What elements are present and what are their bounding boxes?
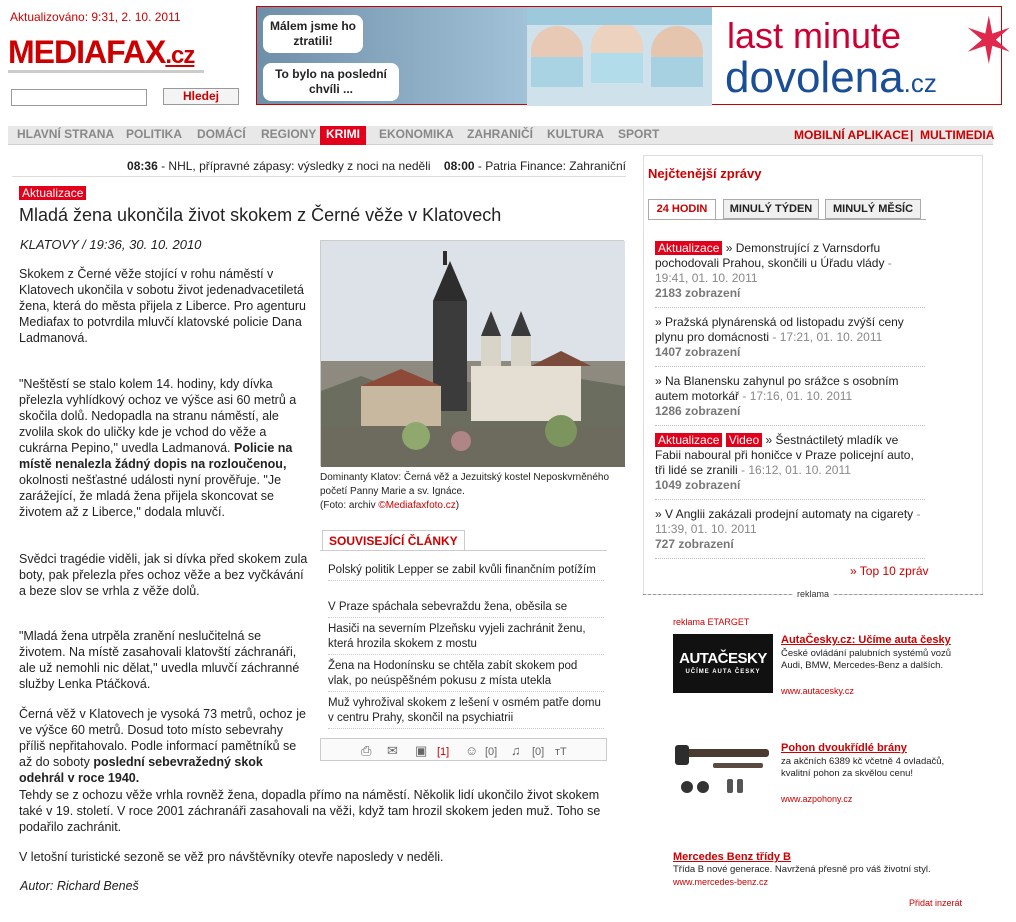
- ticker-time-2: 08:00: [443, 159, 475, 173]
- star-icon: ✶: [962, 5, 1016, 77]
- banner-bubble-1: Málem jsme ho ztratili!: [263, 15, 363, 53]
- news-title[interactable]: » V Anglii zakázali prodejní automaty na cigarety: [655, 507, 914, 521]
- most-read-item[interactable]: [655, 315, 925, 367]
- news-title[interactable]: » Na Blanensku zahynul po srážce s osobním autem motorkář: [655, 374, 899, 403]
- p5-bold: poslední sebevražedný skok odehrál v roce 1940.: [19, 755, 263, 785]
- news-time: - 16:12, 01. 10. 2011: [737, 463, 851, 477]
- banner-title-1: last minute: [727, 15, 902, 56]
- search-button[interactable]: Hledej: [163, 88, 239, 105]
- article-paragraph-4: "Mladá žena utrpěla zranění neslučitelná se životem. Na místě zasahovali klatovští záchranáři, ale už nemohli nic dělat," uvedla mluvčí záchranné služby Lenka Ptáčková.: [19, 629, 300, 691]
- update-badge: Aktualizace: [19, 186, 86, 200]
- news-time: - 19:41, 01. 10. 2011: [655, 256, 892, 285]
- news-time: - 17:16, 01. 10. 2011: [739, 389, 853, 403]
- related-item[interactable]: Hasiči na severním Plzeňsku vyjeli zachránit ženu, která hrozila skokem z mostu: [328, 622, 604, 655]
- p5-text-a: Černá věž v Klatovech je vysoká 73 metrů, ochoz je ve výšce 60 metrů. Dosud toto místo sebevrahy příliš nepřitahovalo. Podle informací pamětníků se až do soboty: [19, 707, 306, 769]
- last-updated: Aktualizováno: 9:31, 2. 10. 2011: [10, 10, 181, 24]
- tab-minuly-tyden[interactable]: MINULÝ TÝDEN: [723, 199, 819, 219]
- comment-count[interactable]: [0]: [485, 746, 498, 758]
- camera-icon[interactable]: ▣: [415, 743, 428, 758]
- article-paragraph-3: Svědci tragédie viděli, jak si dívka před skokem zula boty, pak přelezla přes ochoz věže a bez vyčkávání a beze slov se vrhla z věže dolů.: [19, 552, 308, 598]
- nav-item-kultura[interactable]: KULTURA: [547, 127, 605, 141]
- autacesky-logo[interactable]: [673, 634, 773, 693]
- top10-link[interactable]: » Top 10 zpráv: [850, 564, 929, 578]
- article-title: Mladá žena ukončila život skokem z Černé věže v Klatovech: [19, 205, 502, 225]
- nav-item-regiony[interactable]: REGIONY: [261, 127, 317, 141]
- banner-title-2: [725, 53, 937, 103]
- mobile-apps-link[interactable]: MOBILNÍ APLIKACE: [794, 128, 909, 142]
- news-views: 2183 zobrazení: [655, 286, 741, 300]
- ticker-text-2[interactable]: - Patria Finance: Zahraniční: [474, 159, 626, 173]
- article-paragraph-7: V letošní turistické sezoně se věž pro návštěvníky otevře naposledy v neděli.: [19, 850, 444, 864]
- ticker-text-1[interactable]: - NHL, přípravné zápasy: výsledky z noci na neděli: [157, 159, 431, 173]
- logo-tld: .cz: [165, 42, 195, 69]
- article-dateline: KLATOVY / 19:36, 30. 10. 2010: [20, 237, 202, 252]
- news-views: 1407 zobrazení: [655, 345, 741, 359]
- video-badge: Video: [726, 433, 762, 447]
- ad1-title[interactable]: AutaČesky.cz: Učíme auta česky: [781, 634, 951, 646]
- related-articles-tab[interactable]: SOUVISEJÍCÍ ČLÁNKY: [322, 530, 465, 551]
- gate-drive-image[interactable]: [673, 741, 773, 800]
- nav-item-sport[interactable]: SPORT: [618, 127, 660, 141]
- ad1-logo-text: AUTAČESKY: [679, 650, 767, 667]
- main-nav: [8, 126, 993, 145]
- nav-item-hlavni-strana[interactable]: HLAVNÍ STRANA: [17, 127, 115, 141]
- news-title[interactable]: » Demonstrující z Varnsdorfu pochodovali Prahou, skončili u Úřadu vlády: [655, 241, 885, 270]
- ad1-logo-sub: UČÍME AUTA ČESKY: [685, 669, 761, 675]
- photo-caption: [320, 471, 620, 513]
- most-read-item[interactable]: [655, 374, 925, 426]
- photo-count[interactable]: [1]: [437, 746, 450, 758]
- p2-bold: Policie na místě nenalezla žádný dopis na rozloučenou,: [19, 441, 293, 471]
- audio-count[interactable]: [0]: [532, 746, 545, 758]
- search-input[interactable]: [11, 89, 147, 106]
- ad-separator: [643, 589, 983, 599]
- related-item[interactable]: Muž vyhrožival skokem z lešení v osmém patře domu v centru Prahy, skončil na psychiatrii: [328, 696, 604, 729]
- banner-title-2-tld: .cz: [903, 68, 937, 98]
- news-title[interactable]: » Pražská plynárenská od listopadu zvýší ceny plynu pro domácnosti: [655, 315, 904, 344]
- ad-label: reklama: [793, 589, 833, 599]
- news-time: - 17:21, 01. 10. 2011: [769, 330, 883, 344]
- most-read-item[interactable]: [655, 433, 925, 500]
- update-badge: Aktualizace: [655, 433, 722, 447]
- article-photo[interactable]: [320, 240, 624, 466]
- banner-title-2-main: dovolena: [725, 53, 904, 102]
- print-icon[interactable]: ⎙: [361, 743, 372, 758]
- ad1-text: České ovládání palubních systémů vozů Audi, BMW, Mercedes-Benz a dalších.: [781, 648, 952, 671]
- most-read-title: Nejčtenější zprávy: [648, 166, 762, 181]
- banner-bubble-2: To bylo na poslední chvíli ...: [263, 63, 399, 101]
- tab-24-hodin[interactable]: 24 HODIN: [648, 199, 716, 219]
- ad3-text: Třída B nové generace. Navržená přesně pro váš životní styl.: [673, 864, 931, 875]
- caption-close: ): [455, 500, 460, 511]
- headphones-icon[interactable]: ♫: [511, 743, 521, 758]
- article-paragraph-5: [19, 706, 309, 786]
- ad2-text: za akčních 6389 kč včetně 4 ovladačů, kvalitní pohon za skvělou cenu!: [781, 756, 945, 779]
- article-toolbar: [320, 738, 607, 761]
- news-ticker[interactable]: [12, 155, 626, 177]
- nav-item-zahranici[interactable]: ZAHRANIČÍ: [467, 127, 533, 141]
- caption-credit: (Foto: archiv: [320, 500, 379, 511]
- etarget-label: reklama ETARGET: [673, 617, 750, 627]
- nav-item-ekonomika[interactable]: EKONOMIKA: [379, 127, 454, 141]
- logo-underline: [8, 70, 204, 73]
- gate-drive-icon: [673, 741, 773, 800]
- ad3-title[interactable]: Mercedes Benz třídy B: [673, 851, 791, 863]
- nav-item-krimi[interactable]: KRIMI: [320, 126, 366, 145]
- article-paragraph-2: [19, 376, 311, 520]
- p2-text-c: okolnosti nešťastné události nyní prověřuje. "Je zarážející, že mladá žena přijela skoncovat se životem až z Liberce," dodala mluvčí.: [19, 473, 282, 519]
- add-ad-link[interactable]: Přidat inzerát: [909, 898, 963, 908]
- ad2-url[interactable]: www.azpohony.cz: [781, 794, 853, 804]
- ad1-url[interactable]: www.autacesky.cz: [781, 686, 854, 696]
- ticker-time-1: 08:36: [127, 159, 158, 173]
- related-item[interactable]: V Praze spáchala sebevraždu žena, oběsila se: [328, 600, 604, 618]
- multimedia-link[interactable]: MULTIMEDIA: [920, 128, 995, 142]
- most-read-item[interactable]: [655, 241, 925, 308]
- caption-link[interactable]: ©Mediafaxfoto.cz: [378, 500, 456, 511]
- nav-item-domaci[interactable]: DOMÁCÍ: [197, 127, 246, 141]
- lastminute-banner[interactable]: [256, 5, 1016, 105]
- klatovy-photo: [321, 241, 625, 467]
- related-item[interactable]: Žena na Hodonínsku se chtěla zabít skokem pod vlak, po neúspěšném pokusu z místa utekla: [328, 659, 604, 692]
- update-badge: Aktualizace: [655, 241, 722, 255]
- article-paragraph-6: Tehdy se z ochozu věže vrhla rovněž žena, dopadla přímo na náměstí. Několik lidí ukončilo život skokem také v 19. století. V roce 2001 záchranáři zasahovali na věži, když tam hrozil skokem jeden muž. Toho se podařilo zachránit.: [19, 788, 601, 834]
- font-size-icon[interactable]: тT: [555, 746, 567, 758]
- nav-separator: |: [910, 128, 914, 142]
- nav-item-politika[interactable]: POLITIKA: [126, 127, 182, 141]
- news-time: - 11:39, 01. 10. 2011: [655, 507, 921, 536]
- related-divider: [320, 550, 607, 551]
- article-paragraph-1: Skokem z Černé věže stojící v rohu náměstí v Klatovech ukončila v sobotu život jedenadvacetiletá žena, která do města přijela z Liberce. Pro agenturu Mediafax to potvrdila mluvčí klatovské policie Dana Ladmanová.: [19, 267, 306, 345]
- ad3-url[interactable]: www.mercedes-benz.cz: [673, 877, 769, 887]
- banner-doctors-image: [527, 7, 712, 106]
- news-views: 1286 zobrazení: [655, 404, 741, 418]
- site-logo[interactable]: [8, 34, 194, 74]
- article-author: Autor: Richard Beneš: [20, 879, 139, 893]
- news-views: 1049 zobrazení: [655, 478, 741, 492]
- logo-main: MEDIAFAX: [8, 34, 166, 70]
- tab-minuly-mesic[interactable]: MINULÝ MĚSÍC: [825, 199, 921, 219]
- most-read-item[interactable]: [655, 507, 925, 559]
- caption-text: Dominanty Klatov: Černá věž a Jezuitský kostel Neposkvrněného početí Panny Marie a sv. Ignáce.: [320, 472, 610, 497]
- comment-icon[interactable]: ☺: [465, 743, 479, 758]
- news-title[interactable]: » Šestnáctiletý mladík ve Fabii naboural při honičce v Praze policejní auto, tři lidé se zranili: [655, 433, 914, 477]
- mail-icon[interactable]: ✉: [387, 743, 398, 758]
- ad2-title[interactable]: Pohon dvoukřídlé brány: [781, 742, 907, 754]
- p2-text-a: "Neštěstí se stalo kolem 14. hodiny, kdy dívka přelezla vyhlídkový ochoz ve výšce asi 60 metrů a skočila dolů. Nedopadla na stranu náměstí, ale zvolila skok do uličky kde je vchod do věže a cukrárna Pepino," uvedla Ladmanová.: [19, 377, 297, 455]
- related-item[interactable]: Polský politik Lepper se zabil kvůli finančním potížím: [328, 563, 604, 581]
- news-views: 727 zobrazení: [655, 537, 734, 551]
- tabs-divider: [648, 219, 926, 220]
